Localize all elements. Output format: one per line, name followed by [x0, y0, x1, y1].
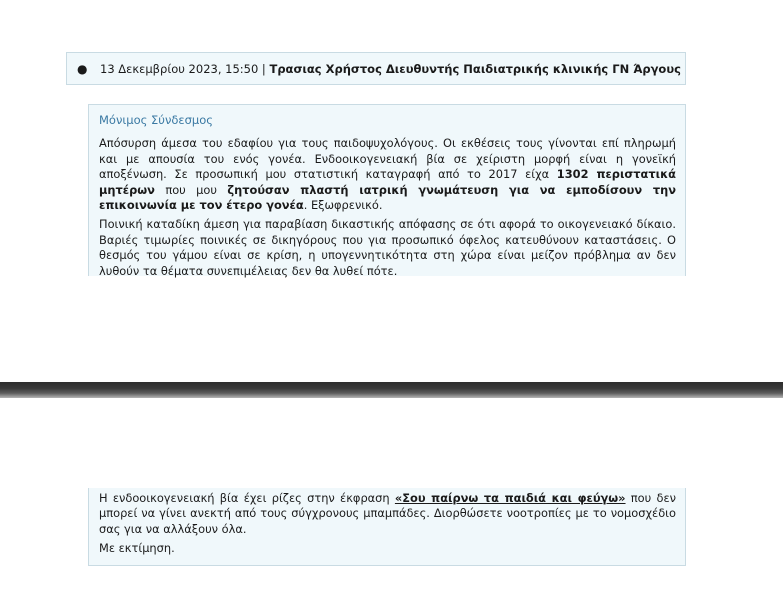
- comment-paragraph-1: [99, 136, 676, 213]
- comment-meta: [100, 53, 681, 86]
- page-divider: [0, 382, 783, 398]
- paragraph-1-bold-request: ζητούσαν πλαστή ιατρική γνωμάτευση για να εμποδίσουν την επικοινωνία με τον έτερο γονέα: [99, 182, 676, 213]
- paragraph-1-text-c: που μου: [154, 182, 228, 197]
- paragraph-1-bold-count: 1302 περιστατικά μητέρων: [99, 167, 676, 197]
- comment-author: Τρασιας Χρήστος Διευθυντής Παιδιατρικής κλινικής ΓΝ Άργους: [269, 62, 681, 76]
- comment-body-bottom: [88, 488, 686, 566]
- paragraph-3-quote: «Σου παίρνω τα παιδιά και φεύγω»: [394, 491, 626, 505]
- bullet-icon: ●: [77, 62, 88, 76]
- comment-datetime: 13 Δεκεμβρίου 2023, 15:50: [100, 62, 259, 76]
- permalink-link[interactable]: Μόνιμος Σύνδεσμος: [99, 113, 214, 127]
- comment-signoff: Με εκτίμηση.: [99, 541, 175, 556]
- comment-paragraph-3: [99, 491, 676, 537]
- paragraph-3-text-a: Η ενδοοικογενειακή βία έχει ρίζες στην έκφραση: [99, 491, 395, 505]
- comment-paragraph-2: Ποινική καταδίκη άμεση για παραβίαση δικαστικής απόφασης σε ότι αφορά το οικογενειακό δίκαιο. Βαριές τιμωρίες ποινικές σε δικηγόρους που για προσωπικό όφελος κατευθύνουν καταστάσεις. Ο θεσμός του γάμου είναι σε κρίση, η υπογεννητικότητα στη χώρα είναι μείζον πρόβλημα αν δεν λυθούν τα θέματα συνεπιμέλειας δεν θα λυθεί πότε.: [99, 217, 676, 278]
- meta-separator: |: [258, 62, 270, 76]
- paragraph-3-text-c: που δεν μπορεί να γίνει ανεκτή από τους σύγχρονους μπαμπάδες. Διορθώσετε νοοτροπίες με το νομοσχέδιο σας για να αλλάξουν όλα.: [99, 491, 676, 536]
- paragraph-1-text-a: Απόσυρση άμεσα του εδαφίου για τους παιδοψυχολόγους. Οι εκθέσεις τους γίνονται επί πληρωμή και με απουσία του ενός γονέα. Ενδοοικογενειακή βία σε χείριστη μορφή είναι η γονεϊκή αποξένωση. Σε προσωπική μου στατιστική καταγραφή από το 2017 είχα: [99, 136, 676, 182]
- comment-header: [66, 52, 686, 85]
- paragraph-1-text-e: . Εξωφρενικό.: [303, 198, 383, 213]
- comment-body-top: [88, 104, 686, 276]
